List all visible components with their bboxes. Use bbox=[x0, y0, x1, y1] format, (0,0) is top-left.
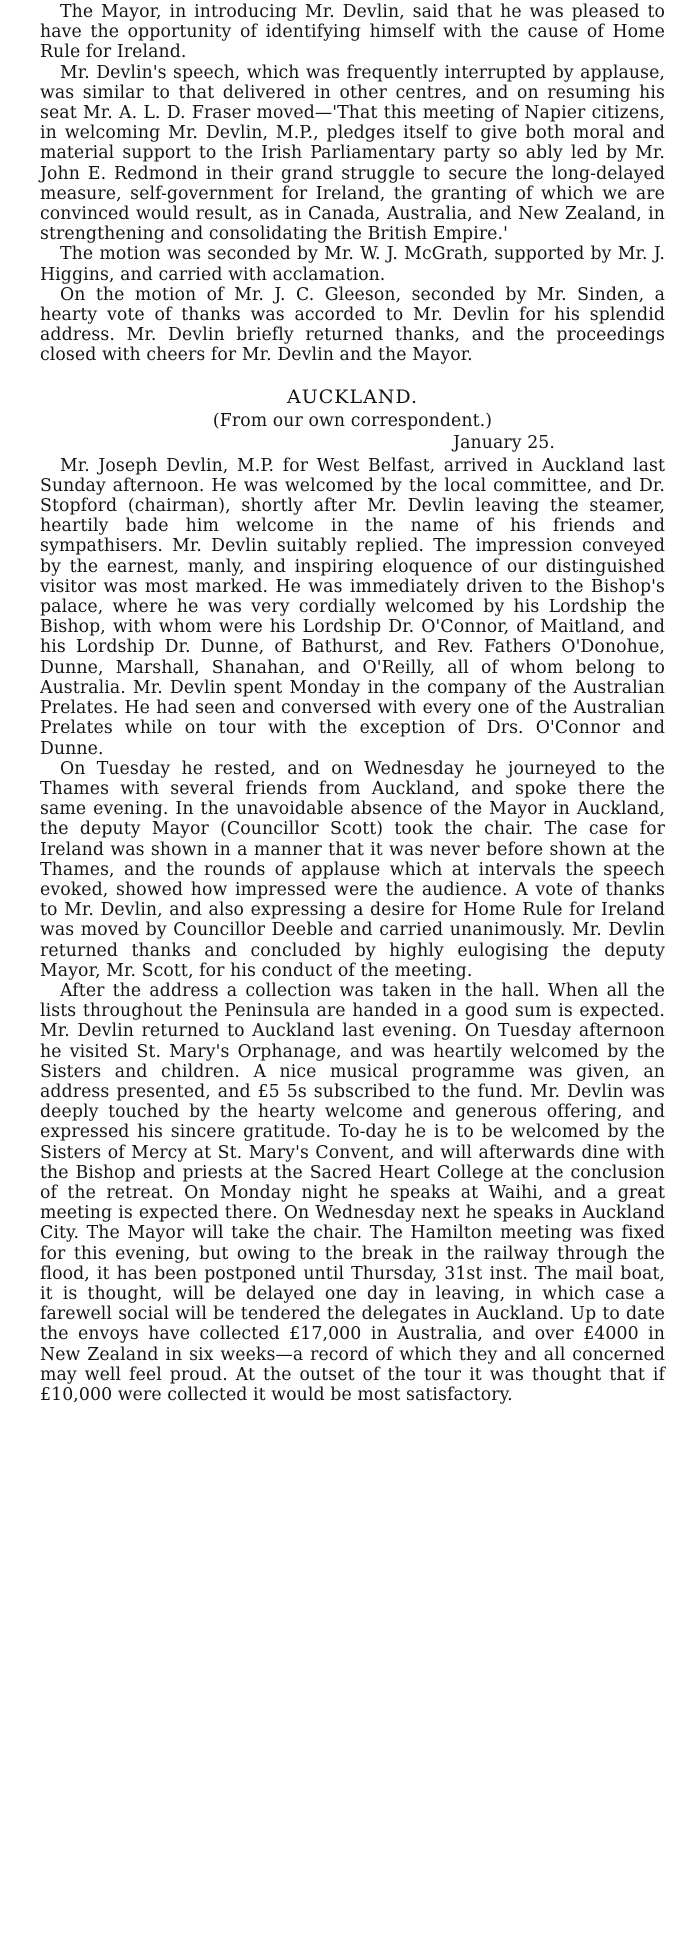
paragraph: On the motion of Mr. J. C. Gleeson, seconded by Mr. Sinden, a hearty vote of thanks was accorded to Mr. Devlin for his splendid address. Mr. Devlin briefly returned thanks, and the proceedings closed with cheers for Mr. Devlin and the Mayor. bbox=[40, 284, 665, 366]
paragraph: The motion was seconded by Mr. W. J. McGrath, supported by Mr. J. Higgins, and carried with acclamation. bbox=[40, 244, 665, 285]
auckland-report bbox=[40, 456, 665, 1406]
paragraph: Mr. Devlin's speech, which was frequently interrupted by applause, was similar to that delivered in other centres, and on resuming his seat Mr. A. L. D. Fraser moved—'That this meeting of Napier citizens, in welcoming Mr. Devlin, M.P., pledges itself to give both moral and material support to the Irish Parliamentary party so ably led by Mr. John E. Redmond in their grand struggle to secure the long-delayed measure, self-government for Ireland, the granting of which we are convinced would result, as in Canada, Australia, and New Zealand, in strengthening and consolidating the British Empire.' bbox=[40, 62, 665, 245]
paragraph: The Mayor, in introducing Mr. Devlin, said that he was pleased to have the opportunity of identifying himself with the cause of Home Rule for Ireland. bbox=[40, 2, 665, 63]
napier-report bbox=[40, 2, 665, 366]
dateline: January 25. bbox=[453, 432, 555, 453]
paragraph: After the address a collection was taken in the hall. When all the lists throughout the Peninsula are handed in a good sum is expected. Mr. Devlin returned to Auckland last evening. On Tuesday afternoon he visited St. Mary's Orphanage, and was heartily welcomed by the Sisters and children. A nice musical programme was given, an address presented, and £5 5s subscribed to the fund. Mr. Devlin was deeply touched by the hearty welcome and generous offering, and expressed his sincere gratitude. To-day he is to be welcomed by the Sisters of Mercy at St. Mary's Convent, and will afterwards dine with the Bishop and priests at the Sacred Heart College at the conclusion of the retreat. On Monday night he speaks at Waihi, and a great meeting is expected there. On Wednesday next he speaks in Auckland City. The Mayor will take the chair. The Hamilton meeting was fixed for this evening, but owing to the break in the railway through the flood, it has been postponed until Thursday, 31st inst. The mail boat, it is thought, will be delayed one day in leaving, in which case a farewell social will be tendered the delegates in Auckland. Up to date the envoys have collected £17,000 in Australia, and over £4000 in New Zealand in six weeks—a record of which they and all concerned may well feel proud. At the outset of the tour it was thought that if £10,000 were collected it would be most satisfactory. bbox=[40, 980, 665, 1405]
section-heading: AUCKLAND. bbox=[286, 385, 419, 408]
paragraph: On Tuesday he rested, and on Wednesday he journeyed to the Thames with several friends from Auckland, and spoke there the same evening. In the unavoidable absence of the Mayor in Auckland, the deputy Mayor (Councillor Scott) took the chair. The case for Ireland was shown in a manner that it was never before shown at the Thames, and the rounds of applause which at intervals the speech evoked, showed how impressed were the audience. A vote of thanks to Mr. Devlin, and also expressing a desire for Home Rule for Ireland was moved by Councillor Deeble and carried unanimously. Mr. Devlin returned thanks and concluded by highly eulogising the deputy Mayor, Mr. Scott, for his conduct of the meeting. bbox=[40, 758, 665, 981]
correspondent-line: (From our own correspondent.) bbox=[212, 410, 493, 431]
paragraph: Mr. Joseph Devlin, M.P. for West Belfast, arrived in Auckland last Sunday afternoon. He was welcomed by the local committee, and Dr. Stopford (chairman), shortly after Mr. Devlin leaving the steamer, heartily bade him welcome in the name of his friends and sympathisers. Mr. Devlin suitably replied. The impression conveyed by the earnest, manly, and inspiring eloquence of our distinguished visitor was most marked. He was immediately driven to the Bishop's palace, where he was very cordially welcomed by his Lordship the Bishop, with whom were his Lordship Dr. O'Connor, of Maitland, and his Lordship Dr. Dunne, of Bathurst, and Rev. Fathers O'Donohue, Dunne, Marshall, Shanahan, and O'Reilly, all of whom belong to Australia. Mr. Devlin spent Monday in the company of the Australian Prelates. He had seen and conversed with every one of the Australian Prelates while on tour with the exception of Drs. O'Connor and Dunne. bbox=[40, 455, 665, 759]
